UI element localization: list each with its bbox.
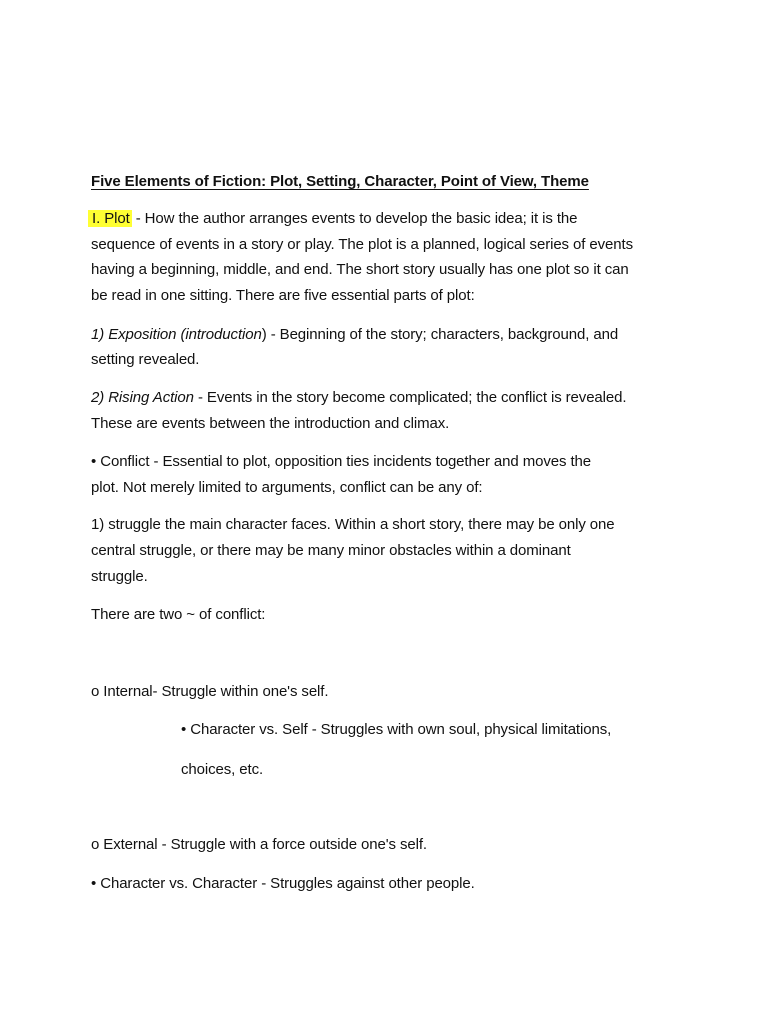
plot-paragraph-line-2: sequence of events in a story or play. The plot is a planned, logical series of events [91, 236, 633, 253]
plot-paragraph-line-4: be read in one sitting. There are five essential parts of plot: [91, 287, 475, 304]
character-vs-self-line-1: • Character vs. Self - Struggles with own soul, physical limitations, [181, 721, 612, 738]
rising-action-line-1 [91, 388, 626, 408]
two-kinds-of-conflict: There are two ~ of conflict: [91, 606, 266, 623]
exposition-label: 1) Exposition (introduction [91, 326, 262, 343]
exposition-line-1-text: ) - Beginning of the story; characters, background, and [261, 326, 619, 343]
conflict-line-2: plot. Not merely limited to arguments, conflict can be any of: [91, 479, 483, 496]
character-vs-character: • Character vs. Character - Struggles against other people. [91, 875, 475, 892]
struggle-line-3: struggle. [91, 568, 148, 585]
struggle-line-1: 1) struggle the main character faces. Within a short story, there may be only one [91, 516, 615, 533]
exposition-line-2: setting revealed. [91, 351, 200, 368]
conflict-line-1: • Conflict - Essential to plot, opposition ties incidents together and moves the [91, 453, 592, 470]
plot-line-1-text: - How the author arranges events to develop the basic idea; it is the [131, 210, 578, 227]
rising-action-line-2: These are events between the introduction and climax. [91, 415, 450, 432]
plot-paragraph-line-3: having a beginning, middle, and end. The short story usually has one plot so it can [91, 261, 629, 278]
struggle-line-2: central struggle, or there may be many minor obstacles within a dominant [91, 542, 571, 559]
rising-action-line-1-text: - Events in the story become complicated; the conflict is revealed. [193, 389, 627, 406]
rising-action-label: 2) Rising Action [91, 389, 194, 406]
external-conflict: o External - Struggle with a force outside one's self. [91, 836, 427, 853]
character-vs-self-line-2: choices, etc. [181, 761, 264, 778]
plot-paragraph-line-1 [88, 209, 577, 229]
exposition-line-1 [91, 325, 618, 345]
internal-conflict: o Internal- Struggle within one's self. [91, 683, 329, 700]
document-title: Five Elements of Fiction: Plot, Setting, Character, Point of View, Theme [91, 173, 589, 190]
plot-heading-highlight: I. Plot [88, 210, 132, 227]
